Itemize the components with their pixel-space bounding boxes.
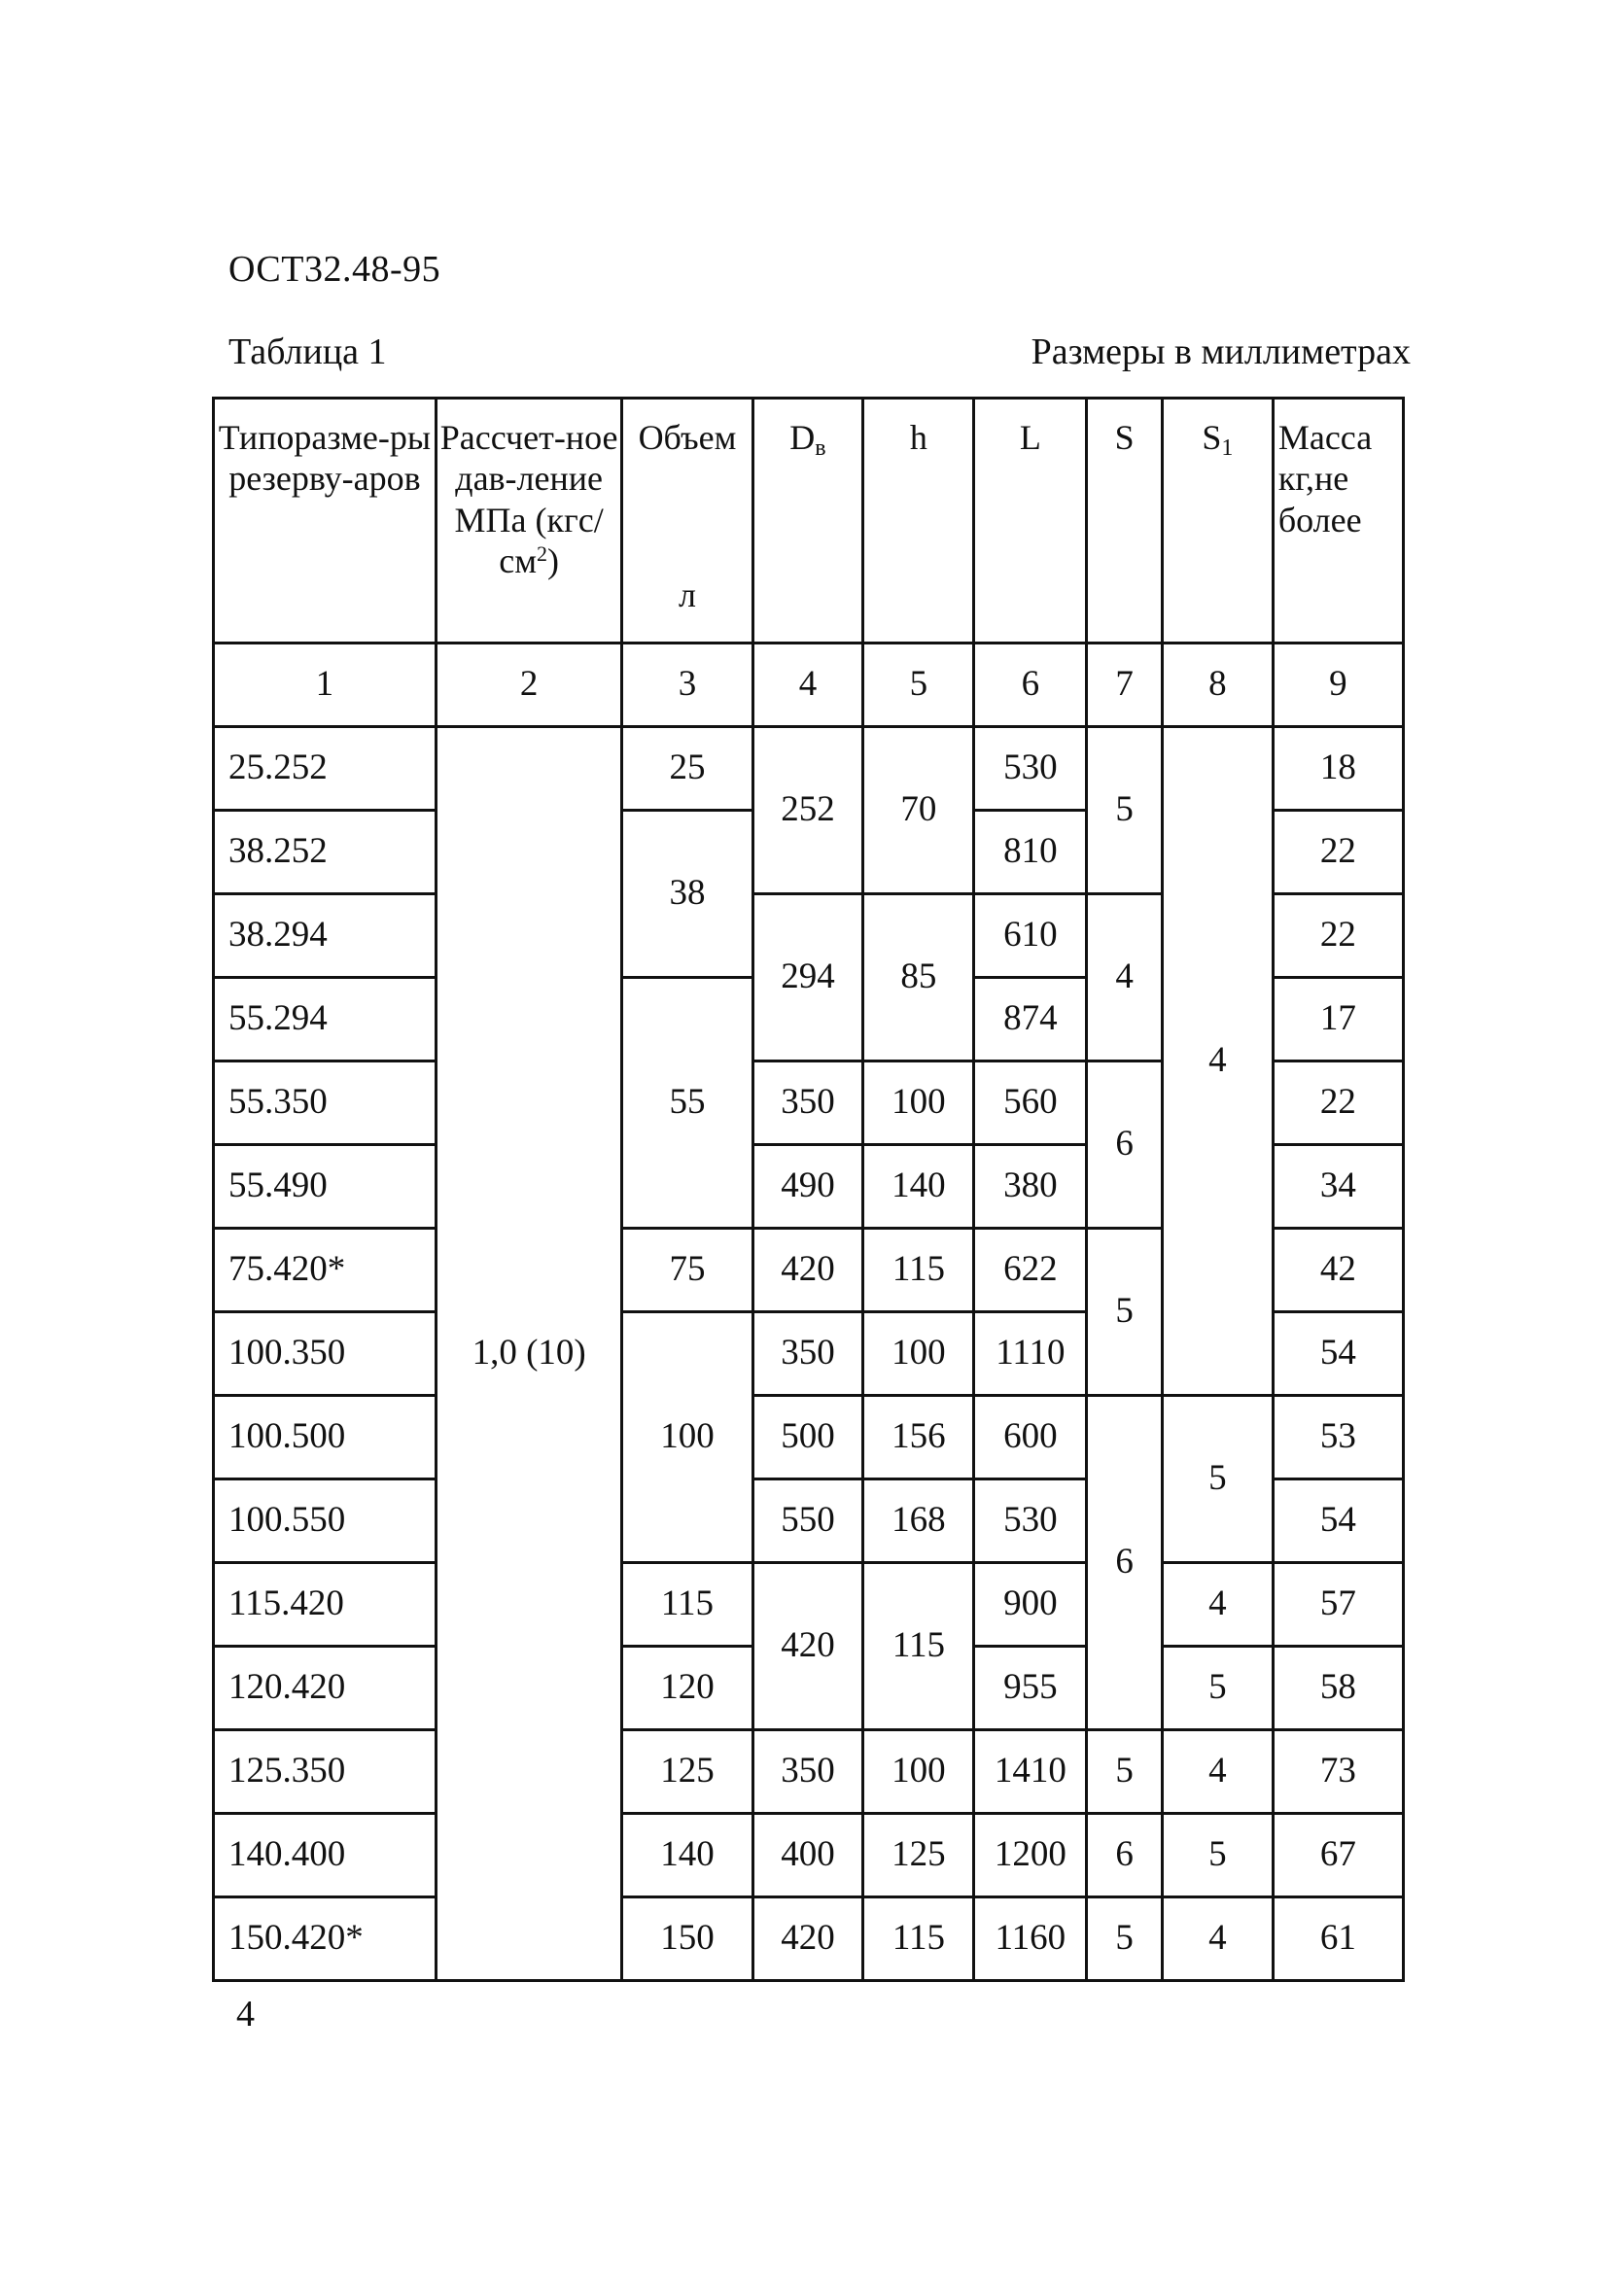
cell-db: 252 <box>752 727 863 894</box>
dimensions-table <box>212 397 1405 1982</box>
cell-mass: 34 <box>1273 1145 1403 1229</box>
header-volume <box>622 399 752 644</box>
cell-mass: 18 <box>1273 727 1403 811</box>
column-number: 2 <box>436 644 622 727</box>
cell-l: 1410 <box>974 1730 1087 1814</box>
cell-mass: 57 <box>1273 1563 1403 1647</box>
cell-db: 550 <box>752 1479 863 1563</box>
header-l: L <box>974 399 1087 644</box>
column-number-row <box>214 644 1404 727</box>
cell-type: 100.500 <box>214 1396 437 1479</box>
cell-h: 156 <box>863 1396 974 1479</box>
cell-type: 55.294 <box>214 978 437 1061</box>
cell-l: 622 <box>974 1229 1087 1312</box>
cell-db: 490 <box>752 1145 863 1229</box>
cell-l: 955 <box>974 1647 1087 1730</box>
cell-l: 900 <box>974 1563 1087 1647</box>
document-code: ОСТ32.48-95 <box>228 249 441 290</box>
cell-db: 350 <box>752 1312 863 1396</box>
header-h: h <box>863 399 974 644</box>
cell-volume: 100 <box>622 1312 752 1563</box>
column-number: 4 <box>752 644 863 727</box>
cell-s: 6 <box>1087 1396 1163 1730</box>
header-s1-sub: 1 <box>1221 435 1234 461</box>
cell-type: 38.294 <box>214 894 437 978</box>
cell-s: 5 <box>1087 1897 1163 1981</box>
cell-db: 420 <box>752 1229 863 1312</box>
header-db-label: D <box>789 418 816 457</box>
cell-l: 610 <box>974 894 1087 978</box>
cell-h: 115 <box>863 1563 974 1730</box>
units-note: Размеры в миллиметрах <box>1031 331 1411 372</box>
column-number: 7 <box>1087 644 1163 727</box>
cell-type: 150.420* <box>214 1897 437 1981</box>
table-row <box>214 1396 1404 1479</box>
cell-mass: 53 <box>1273 1396 1403 1479</box>
cell-h: 100 <box>863 1061 974 1145</box>
cell-mass: 54 <box>1273 1479 1403 1563</box>
header-pressure-close: ) <box>547 541 560 581</box>
cell-s1: 4 <box>1162 1897 1273 1981</box>
cell-h: 168 <box>863 1479 974 1563</box>
cell-volume: 25 <box>622 727 752 811</box>
cell-type: 140.400 <box>214 1814 437 1897</box>
cell-s: 5 <box>1087 1730 1163 1814</box>
cell-l: 530 <box>974 1479 1087 1563</box>
cell-mass: 22 <box>1273 811 1403 894</box>
cell-h: 140 <box>863 1145 974 1229</box>
header-pressure-text: Рассчет-ное дав-ление МПа (кгс/см <box>439 418 618 581</box>
cell-s: 5 <box>1087 727 1163 894</box>
cell-db: 294 <box>752 894 863 1061</box>
cell-mass: 22 <box>1273 894 1403 978</box>
cell-volume: 55 <box>622 978 752 1229</box>
cell-type: 125.350 <box>214 1730 437 1814</box>
column-number: 5 <box>863 644 974 727</box>
cell-l: 1110 <box>974 1312 1087 1396</box>
column-number: 3 <box>622 644 752 727</box>
cell-volume: 140 <box>622 1814 752 1897</box>
cell-s: 6 <box>1087 1061 1163 1229</box>
header-s: S <box>1087 399 1163 644</box>
cell-l: 810 <box>974 811 1087 894</box>
cell-pressure: 1,0 (10) <box>436 727 622 1981</box>
table-row <box>214 1563 1404 1647</box>
cell-s1: 5 <box>1162 1647 1273 1730</box>
table-row <box>214 1814 1404 1897</box>
cell-volume: 120 <box>622 1647 752 1730</box>
column-number: 1 <box>214 644 437 727</box>
header-db-sub: в <box>815 435 826 461</box>
cell-type: 115.420 <box>214 1563 437 1647</box>
cell-s1: 4 <box>1162 727 1273 1396</box>
column-number: 8 <box>1162 644 1273 727</box>
cell-mass: 73 <box>1273 1730 1403 1814</box>
cell-mass: 22 <box>1273 1061 1403 1145</box>
cell-h: 100 <box>863 1730 974 1814</box>
header-pressure-sup: 2 <box>537 541 548 567</box>
cell-s1: 4 <box>1162 1730 1273 1814</box>
cell-db: 500 <box>752 1396 863 1479</box>
header-type: Типоразме-ры резерву-аров <box>214 399 437 644</box>
table-row <box>214 1897 1404 1981</box>
cell-type: 100.350 <box>214 1312 437 1396</box>
cell-db: 400 <box>752 1814 863 1897</box>
cell-h: 125 <box>863 1814 974 1897</box>
header-db <box>752 399 863 644</box>
cell-type: 120.420 <box>214 1647 437 1730</box>
table-row <box>214 1730 1404 1814</box>
cell-type: 100.550 <box>214 1479 437 1563</box>
cell-mass: 58 <box>1273 1647 1403 1730</box>
cell-s: 5 <box>1087 1229 1163 1396</box>
cell-s1: 5 <box>1162 1814 1273 1897</box>
cell-s: 4 <box>1087 894 1163 1061</box>
cell-l: 874 <box>974 978 1087 1061</box>
header-pressure <box>436 399 622 644</box>
cell-h: 115 <box>863 1897 974 1981</box>
cell-l: 1200 <box>974 1814 1087 1897</box>
cell-h: 85 <box>863 894 974 1061</box>
page-number: 4 <box>236 1994 255 2035</box>
column-number: 9 <box>1273 644 1403 727</box>
cell-l: 380 <box>974 1145 1087 1229</box>
cell-h: 115 <box>863 1229 974 1312</box>
cell-h: 70 <box>863 727 974 894</box>
cell-db: 420 <box>752 1563 863 1730</box>
cell-mass: 67 <box>1273 1814 1403 1897</box>
cell-l: 530 <box>974 727 1087 811</box>
cell-mass: 42 <box>1273 1229 1403 1312</box>
table-row <box>214 727 1404 811</box>
cell-type: 55.490 <box>214 1145 437 1229</box>
header-s1 <box>1162 399 1273 644</box>
cell-db: 350 <box>752 1730 863 1814</box>
cell-h: 100 <box>863 1312 974 1396</box>
header-mass: Масса кг,не более <box>1273 399 1403 644</box>
column-number: 6 <box>974 644 1087 727</box>
header-volume-label: Объем <box>638 418 737 457</box>
cell-db: 420 <box>752 1897 863 1981</box>
header-volume-unit: л <box>678 575 696 615</box>
cell-mass: 54 <box>1273 1312 1403 1396</box>
cell-l: 560 <box>974 1061 1087 1145</box>
cell-volume: 115 <box>622 1563 752 1647</box>
cell-s1: 5 <box>1162 1396 1273 1563</box>
cell-l: 600 <box>974 1396 1087 1479</box>
cell-volume: 75 <box>622 1229 752 1312</box>
cell-type: 75.420* <box>214 1229 437 1312</box>
cell-mass: 17 <box>1273 978 1403 1061</box>
cell-l: 1160 <box>974 1897 1087 1981</box>
cell-volume: 38 <box>622 811 752 978</box>
cell-mass: 61 <box>1273 1897 1403 1981</box>
cell-s: 6 <box>1087 1814 1163 1897</box>
cell-s1: 4 <box>1162 1563 1273 1647</box>
cell-volume: 125 <box>622 1730 752 1814</box>
cell-volume: 150 <box>622 1897 752 1981</box>
table-caption: Таблица 1 <box>228 331 387 372</box>
table-header-row <box>214 399 1404 644</box>
cell-type: 55.350 <box>214 1061 437 1145</box>
header-s1-label: S <box>1202 418 1222 457</box>
cell-db: 350 <box>752 1061 863 1145</box>
cell-type: 25.252 <box>214 727 437 811</box>
cell-type: 38.252 <box>214 811 437 894</box>
